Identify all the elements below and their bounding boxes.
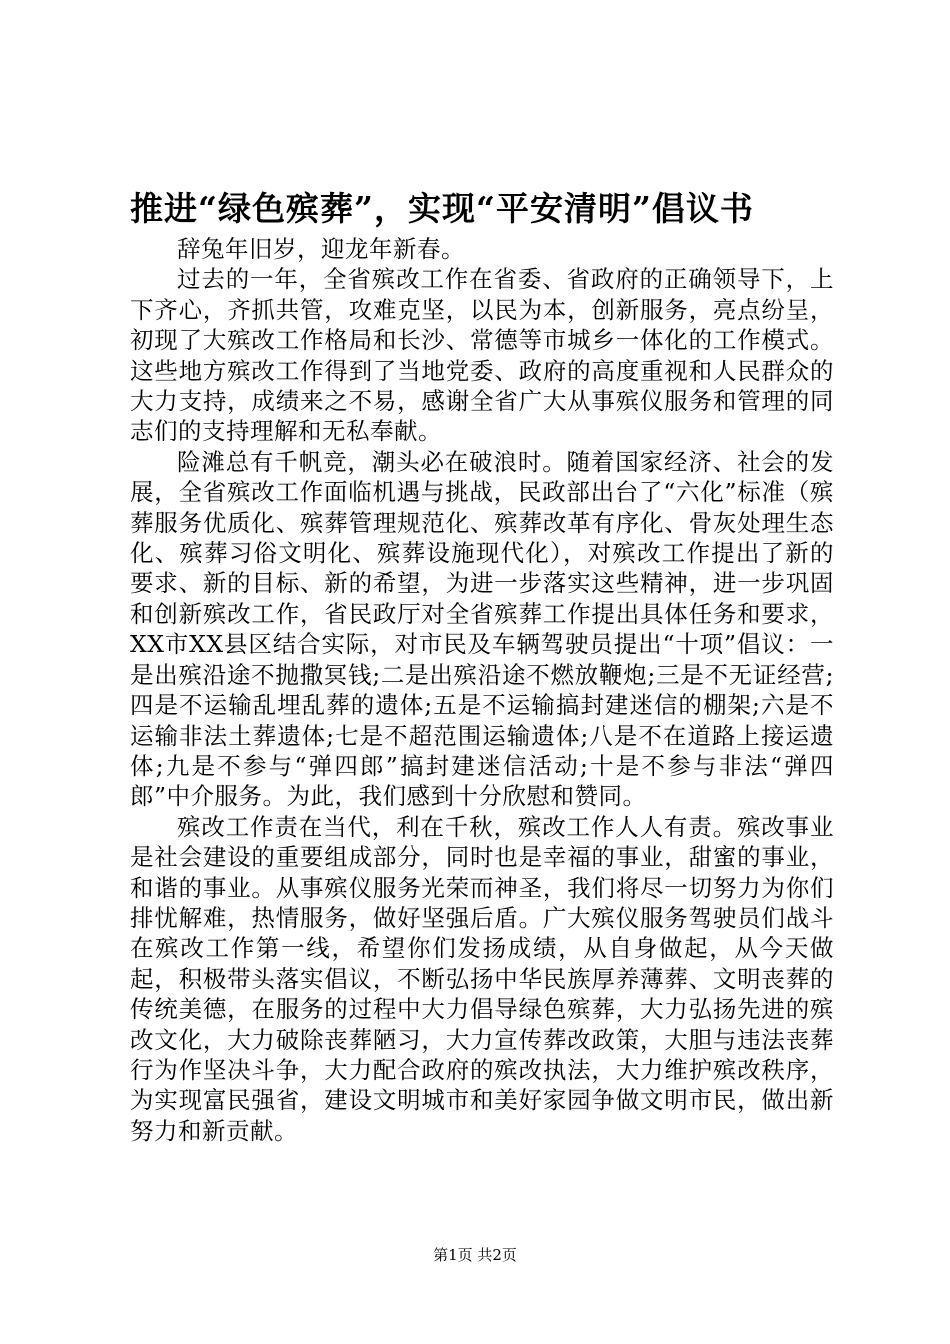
paragraph-call-to-action: 殡改工作责在当代，利在千秋，殡改工作人人有责。殡改事业是社会建设的重要组成部分，同时也是幸福的事业，甜蜜的事业，和谐的事业。从事殡仪服务光荣而神圣，我们将尽一切努力为你们排忧解难，热情服务，做好坚强后盾。广大殡仪服务驾驶员们战斗在殡改工作第一线，希望你们发扬成绩，从自身做起，从今天做起，积极带头落实倡议，不断弘扬中华民族厚养薄葬、文明丧葬的传统美德，在服务的过程中大力倡导绿色殡葬，大力弘扬先进的殡改文化，大力破除丧葬陋习，大力宣传葬改政策，大胆与违法丧葬行为作坚决斗争，大力配合政府的殡改执法，大力维护殡改秩序，为实现富民强省，建设文明城市和美好家园争做文明市民，做出新努力和新贡献。 [130,812,834,1145]
document-body [130,234,834,1146]
paragraph-greeting: 辞兔年旧岁，迎龙年新春。 [177,235,465,263]
paragraph-review: 过去的一年，全省殡改工作在省委、省政府的正确领导下，上下齐心，齐抓共管，攻难克坚，以民为本，创新服务，亮点纷呈，初现了大殡改工作格局和长沙、常德等市城乡一体化的工作模式。这些地方殡改工作得到了当地党委、政府的高度重视和人民群众的大力支持，成绩来之不易，感谢全省广大从事殡仪服务和管理的同志们的支持理解和无私奉献。 [130,265,834,446]
paragraph-proposals: 险滩总有千帆竞，潮头必在破浪时。随着国家经济、社会的发展，全省殡改工作面临机遇与挑战，民政部出台了“六化”标准（殡葬服务优质化、殡葬管理规范化、殡葬改革有序化、骨灰处理生态化、殡葬习俗文明化、殡葬设施现代化），对殡改工作提出了新的要求、新的目标、新的希望，为进一步落实这些精神，进一步巩固和创新殡改工作，省民政厅对全省殡葬工作提出具体任务和要求，XX市XX县区结合实际，对市民及车辆驾驶员提出“十项”倡议：一是出殡沿途不抛撒冥钱;二是出殡沿途不燃放鞭炮;三是不无证经营;四是不运输乱埋乱葬的遗体;五是不运输搞封建迷信的棚架;六是不运输非法土葬遗体;七是不超范围运输遗体;八是不在道路上接运遗体;九是不参与“弹四郎”搞封建迷信活动;十是不参与非法“弹四郎”中介服务。为此，我们感到十分欣慰和赞同。 [130,447,834,811]
page-number-footer: 第1页 共2页 [433,1246,517,1264]
document-title: 推进“绿色殡葬”，实现“平安清明”倡议书 [130,189,754,228]
